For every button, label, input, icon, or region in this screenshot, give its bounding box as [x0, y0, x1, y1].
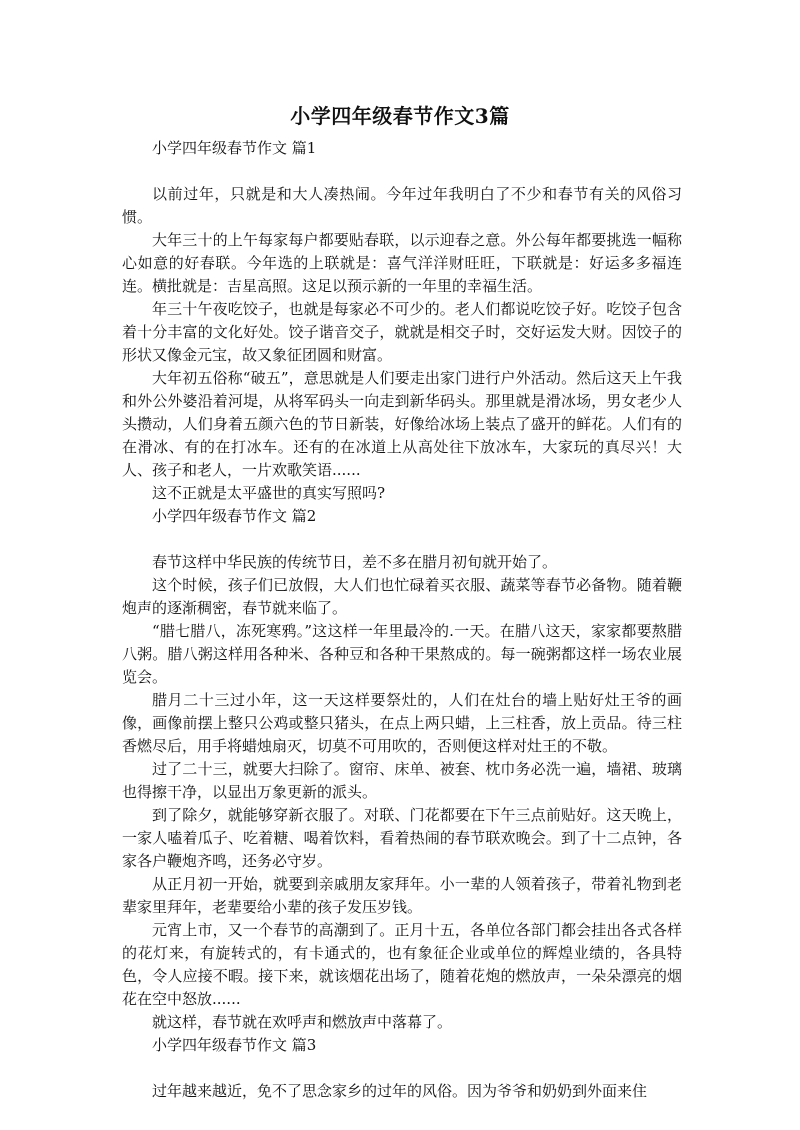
- paragraph: 过了二十三，就要大扫除了。窗帘、床单、被套、枕巾务必洗一遍，墙裙、玻璃也得擦干净，以显出万象更新的派头。: [122, 760, 682, 801]
- paragraph: 从正月初一开始，就要到亲戚朋友家拜年。小一辈的人领着孩子，带着礼物到老辈家里拜年，老辈要给小辈的孩子发压岁钱。: [122, 875, 682, 916]
- document-title: 小学四年级春节作文3篇: [290, 104, 510, 128]
- document-body: [122, 137, 682, 1103]
- paragraph: 过年越来越近，免不了思念家乡的过年的风俗。因为爷爷和奶奶到外面来住: [152, 1082, 648, 1100]
- paragraph: 到了除夕，就能够穿新衣服了。对联、门花都要在下午三点前贴好。这天晚上，一家人嗑着瓜子、吃着糖、喝着饮料，看着热闹的春节联欢晚会。到了十二点钟，各家各户鞭炮齐鸣，还务必守岁。: [122, 806, 682, 870]
- paragraph: 以前过年，只就是和大人凑热闹。今年过年我明白了不少和春节有关的风俗习惯。: [122, 185, 682, 226]
- paragraph: 大年初五俗称“破五”，意思就是人们要走出家门进行户外活动。然后这天上午我和外公外婆沿着河堤，从将军码头一向走到新华码头。那里就是滑冰场，男女老少人头攒动，人们身着五颜六色的节日新装，好像给冰场上装点了盛开的鲜花。人们有的在滑冰、有的在打冰车。还有的在冰道上从高处往下放冰车，大家玩的真尽兴！大人、孩子和老人，一片欢歌笑语......: [122, 369, 682, 479]
- section-heading: 小学四年级春节作文 篇1: [152, 139, 317, 157]
- paragraph: 元宵上市，又一个春节的高潮到了。正月十五，各单位各部门都会挂出各式各样的花灯来，有旋转式的，有卡通式的，也有象征企业或单位的辉煌业绩的，各具特色，令人应接不暇。接下来，就该烟花出场了，随着花炮的燃放声，一朵朵漂亮的烟花在空中怒放......: [122, 921, 682, 1008]
- paragraph: 就这样，春节就在欢呼声和燃放声中落幕了。: [152, 1013, 453, 1031]
- section-heading: 小学四年级春节作文 篇3: [152, 1036, 317, 1054]
- paragraph: 大年三十的上午每家每户都要贴春联，以示迎春之意。外公每年都要挑选一幅称心如意的好春联。今年选的上联就是：喜气洋洋财旺旺，下联就是：好运多多福连连。横批就是：吉星高照。这足以预示新的一年里的幸福生活。: [122, 231, 682, 295]
- section-heading: 小学四年级春节作文 篇2: [152, 507, 317, 525]
- paragraph: 这不正就是太平盛世的真实写照吗?: [152, 484, 386, 502]
- paragraph: “腊七腊八，冻死寒鸦。”这这样一年里最冷的.一天。在腊八这天，家家都要熬腊八粥。腊八粥这样用各种米、各种豆和各种干果熬成的。每一碗粥都这样一场农业展览会。: [122, 622, 682, 686]
- paragraph: 春节这样中华民族的传统节日，差不多在腊月初旬就开始了。: [152, 553, 558, 571]
- paragraph: 腊月二十三过小年，这一天这样要祭灶的，人们在灶台的墙上贴好灶王爷的画像，画像前摆上整只公鸡或整只猪头，在点上两只蜡，上三柱香，放上贡品。待三柱香燃尽后，用手将蜡烛扇灭，切莫不可用吹的，否则便这样对灶王的不敬。: [122, 691, 682, 755]
- paragraph: 这个时候，孩子们已放假，大人们也忙碌着买衣服、蔬菜等春节必备物。随着鞭炮声的逐渐稠密，春节就来临了。: [122, 576, 682, 617]
- paragraph: 年三十午夜吃饺子，也就是每家必不可少的。老人们都说吃饺子好。吃饺子包含着十分丰富的文化好处。饺子谐音交子，就就是相交子时，交好运发大财。因饺子的形状又像金元宝，故又象征团圆和财富。: [122, 300, 682, 364]
